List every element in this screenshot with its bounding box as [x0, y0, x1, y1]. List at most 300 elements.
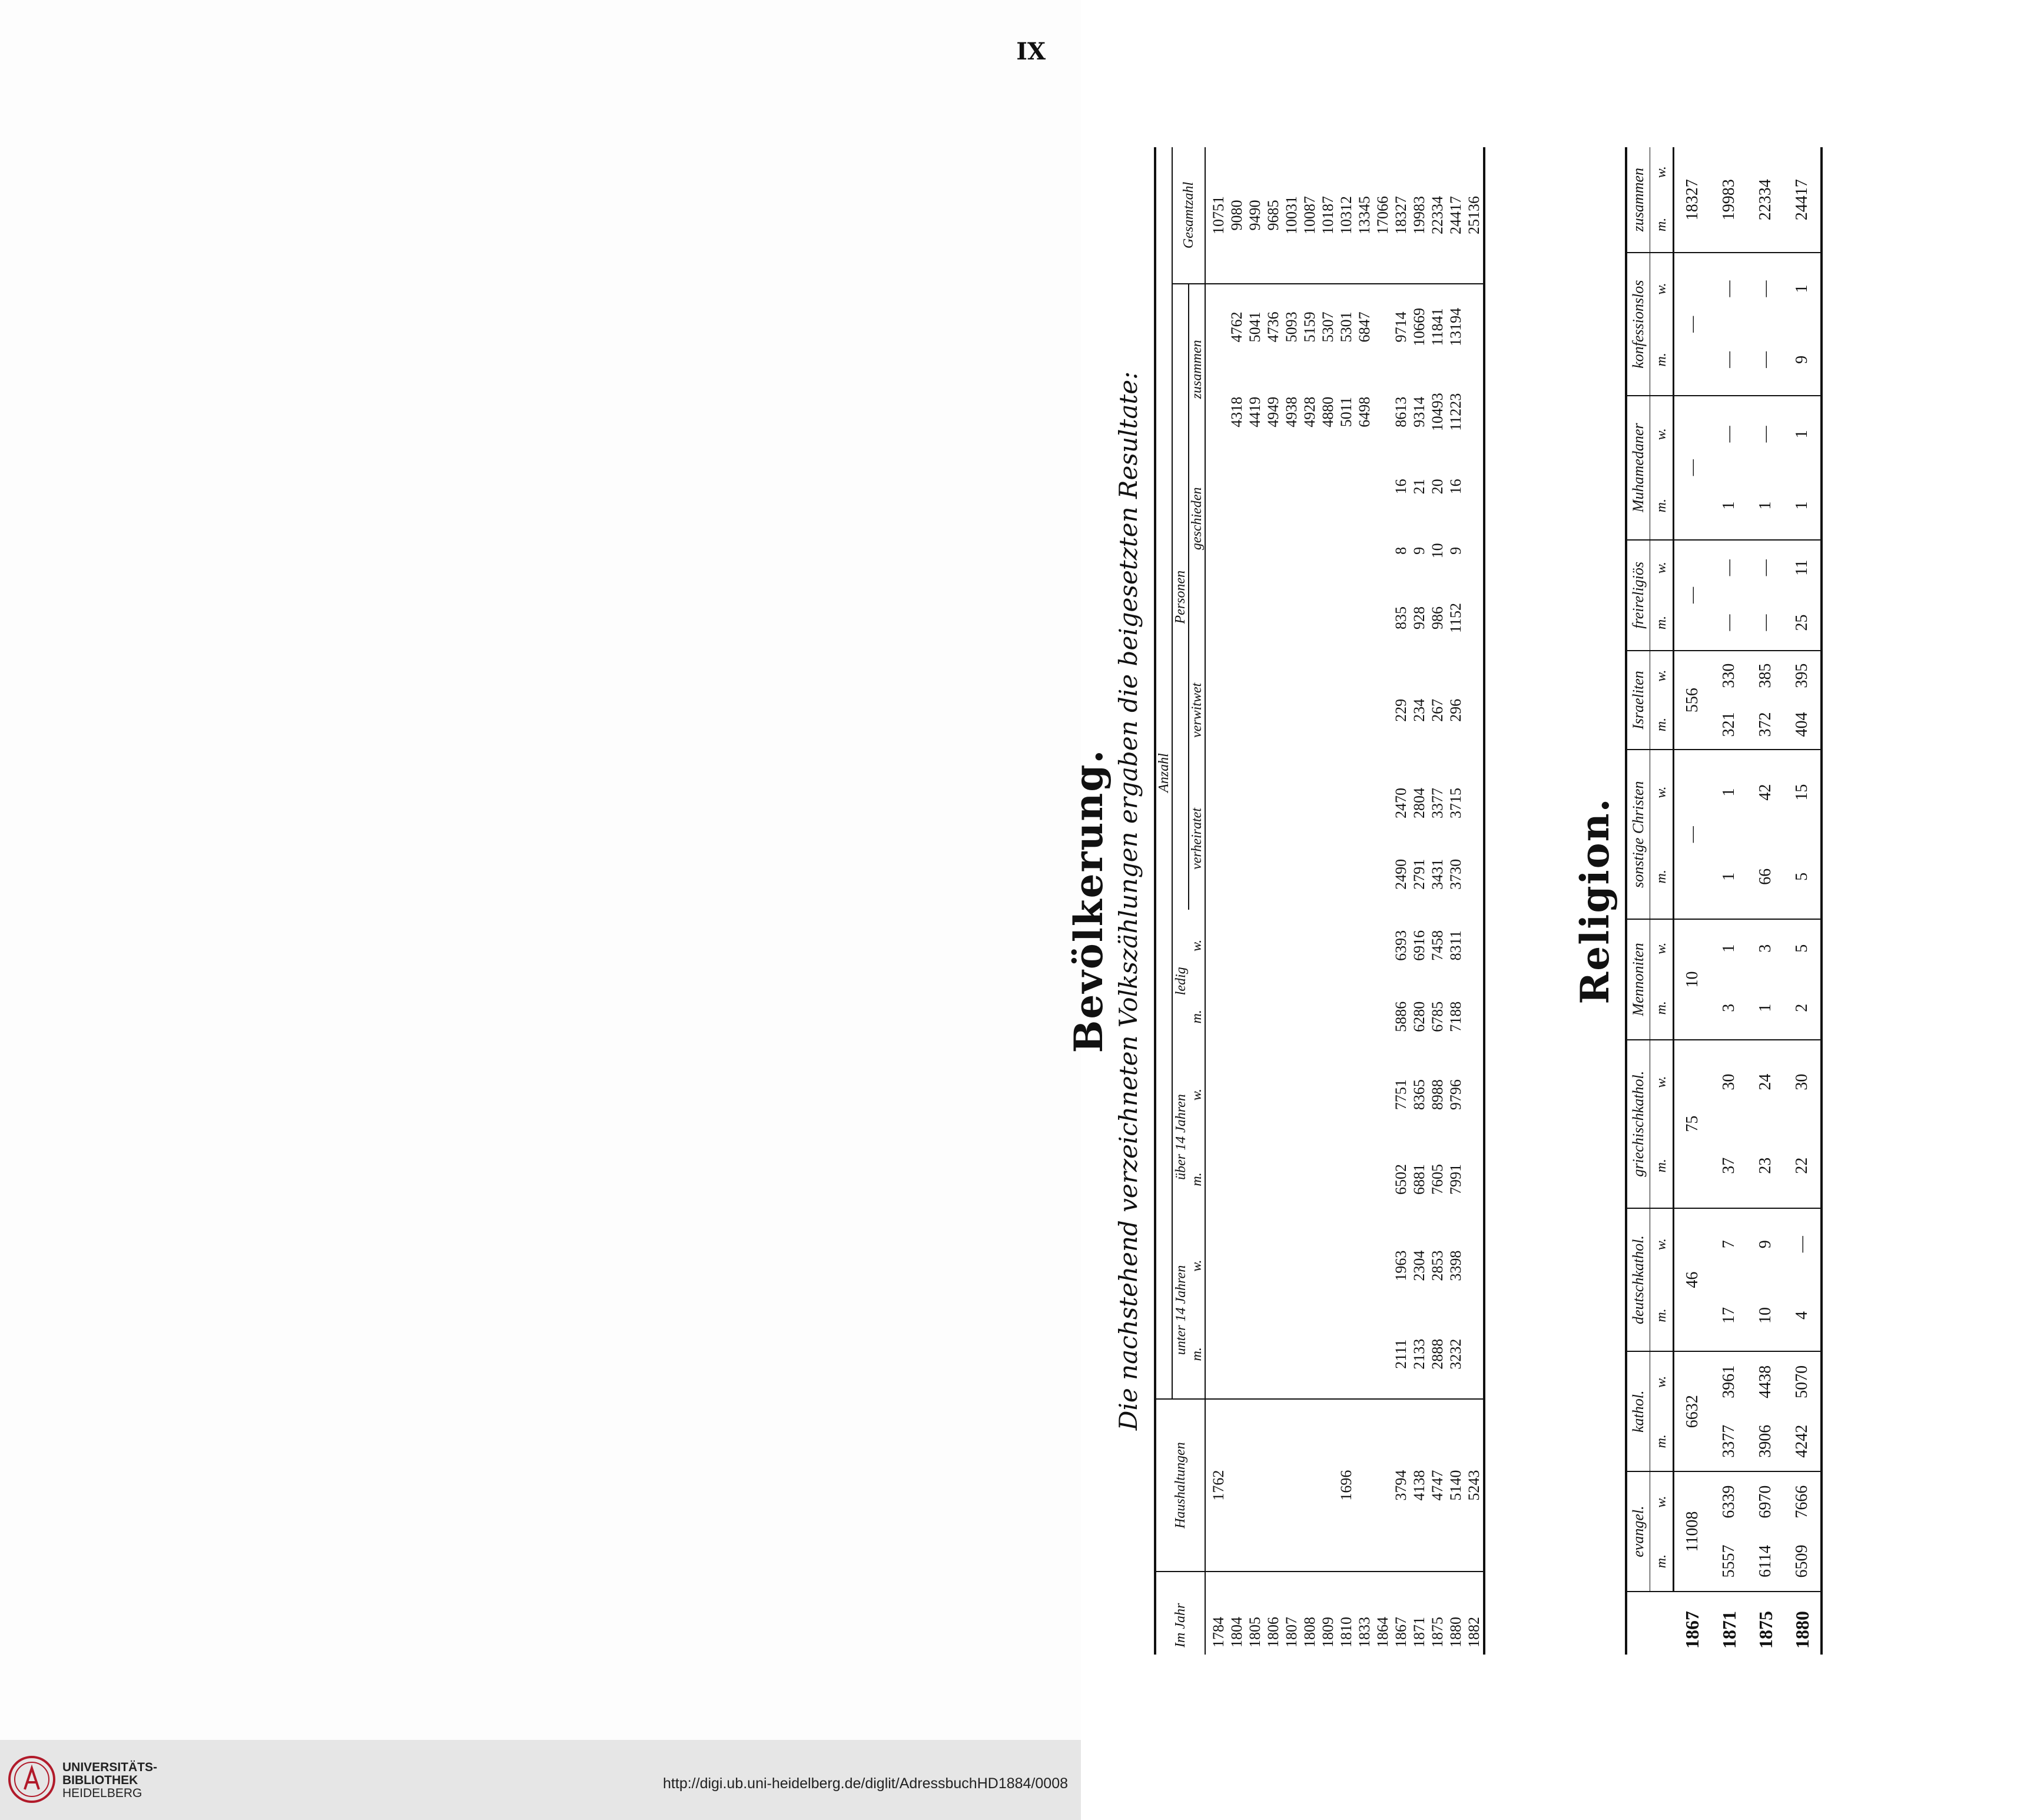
value-cell: 2804	[1411, 787, 1428, 818]
value-cell	[1319, 1310, 1337, 1399]
population-row	[1428, 147, 1447, 1655]
header-over14: über 14 Jahren	[1173, 1094, 1189, 1180]
value-cell: 1	[1720, 944, 1738, 953]
value-cell: 8	[1392, 546, 1409, 555]
value-cell	[1355, 910, 1374, 981]
population-row	[1301, 147, 1319, 1655]
population-row	[1392, 147, 1410, 1655]
value-cell	[1374, 1399, 1392, 1572]
value-cell: 4242	[1784, 1411, 1822, 1471]
value-cell	[1282, 838, 1301, 910]
value-cell	[1264, 519, 1282, 583]
value-cell: 21	[1411, 479, 1428, 495]
value-cell: 13345	[1355, 147, 1374, 284]
value-cell	[1282, 768, 1301, 839]
header-persons: Personen	[1172, 284, 1189, 910]
header-m: m.	[1189, 1310, 1205, 1399]
religion-header-year	[1626, 1592, 1674, 1655]
value-cell: 2304	[1411, 1250, 1428, 1281]
value-cell: 7458	[1429, 930, 1446, 961]
value-cell: 928	[1411, 606, 1428, 629]
value-cell: 1	[1711, 834, 1747, 919]
population-row	[1205, 147, 1227, 1655]
value-cell	[1246, 1399, 1264, 1572]
value-cell: 3377	[1711, 1411, 1747, 1471]
value-cell: 5301	[1338, 311, 1355, 343]
population-row	[1337, 147, 1355, 1655]
value-cell	[1264, 768, 1282, 839]
value-cell	[1301, 455, 1319, 519]
value-cell	[1355, 583, 1374, 653]
value-cell: 10087	[1301, 147, 1319, 284]
value-cell: 9796	[1447, 1079, 1464, 1110]
header-together: zusammen	[1189, 284, 1205, 455]
header-widowed-w	[1189, 583, 1205, 653]
header-muhamedaner: Muhamedaner	[1626, 396, 1650, 540]
religion-header-m: m.	[1650, 1411, 1674, 1471]
value-cell: 15	[1793, 784, 1811, 801]
value-cell	[1319, 1399, 1337, 1572]
value-cell	[1246, 838, 1264, 910]
footer-bar	[0, 1740, 1081, 1820]
library-name	[62, 1761, 157, 1800]
value-cell: 4736	[1265, 311, 1282, 343]
year-cell: 1810	[1338, 1617, 1355, 1647]
value-cell	[1205, 1137, 1227, 1222]
year-cell: 1806	[1265, 1617, 1282, 1647]
value-cell: 3961	[1720, 1365, 1738, 1398]
value-cell	[1465, 1052, 1484, 1137]
value-cell	[1301, 653, 1319, 767]
value-cell: 8365	[1411, 1079, 1428, 1110]
library-line: BIBLIOTHEK	[62, 1773, 138, 1787]
value-cell	[1355, 981, 1374, 1052]
population-row	[1282, 147, 1301, 1655]
value-cell: 6881	[1411, 1163, 1428, 1195]
religion-row	[1674, 147, 1711, 1655]
religion-header-m: m.	[1650, 834, 1674, 919]
header-evangel: evangel.	[1626, 1471, 1650, 1592]
value-cell: 267	[1429, 698, 1446, 722]
value-cell: 2853	[1429, 1250, 1446, 1281]
value-cell	[1205, 370, 1227, 455]
value-cell: 2791	[1411, 858, 1428, 890]
value-cell: 6280	[1411, 1001, 1428, 1032]
value-cell	[1374, 1137, 1392, 1222]
value-cell: 330	[1720, 663, 1738, 688]
rotated-content	[1060, 124, 2037, 1678]
value-cell	[1264, 455, 1282, 519]
subtitle: Die nachstehend verzeichneten Volkszählungen ergaben die beigesetzten Resultate:	[1114, 371, 1143, 1431]
value-cell	[1205, 519, 1227, 583]
value-cell	[1301, 1399, 1319, 1572]
header-w: w.	[1189, 1052, 1205, 1137]
value-cell: 16	[1447, 479, 1464, 495]
header-konfessionslos: konfessionslos	[1626, 253, 1650, 396]
religion-table-wrap	[1625, 147, 1823, 1655]
value-cell: 9314	[1411, 396, 1428, 427]
value-cell	[1355, 1222, 1374, 1310]
value-cell: 986	[1429, 606, 1446, 629]
value-cell	[1246, 981, 1264, 1052]
value-cell: 22	[1784, 1124, 1822, 1208]
religion-title-wrap	[1572, 124, 1618, 1678]
year-cell: 1875	[1755, 1611, 1776, 1649]
value-cell: 16	[1392, 479, 1409, 495]
header-m: m.	[1189, 981, 1205, 1052]
value-cell: 10312	[1337, 147, 1355, 284]
value-cell	[1337, 1052, 1355, 1137]
value-cell: 2133	[1410, 1310, 1428, 1399]
value-cell	[1227, 653, 1246, 767]
year-cell: 1804	[1228, 1617, 1245, 1647]
value-cell: 9080	[1227, 147, 1246, 284]
year-cell: 1808	[1301, 1617, 1318, 1647]
value-cell: 17	[1711, 1280, 1747, 1352]
value-cell: —	[1793, 1236, 1811, 1253]
religion-row	[1711, 147, 1747, 1655]
value-cell	[1227, 1310, 1246, 1399]
value-cell: 3398	[1447, 1250, 1464, 1281]
value-cell: 10187	[1319, 147, 1337, 284]
value-cell	[1205, 838, 1227, 910]
value-cell: —	[1711, 595, 1747, 651]
value-cell	[1282, 1052, 1301, 1137]
year-cell: 1833	[1356, 1617, 1373, 1647]
value-cell	[1205, 1222, 1227, 1310]
value-cell	[1374, 981, 1392, 1052]
value-cell	[1319, 768, 1337, 839]
value-cell: 9	[1756, 1240, 1774, 1249]
value-cell: 11841	[1429, 308, 1446, 346]
value-cell	[1337, 910, 1355, 981]
value-cell	[1301, 519, 1319, 583]
religion-header-w: w.	[1650, 540, 1674, 595]
year-cell: 1784	[1210, 1617, 1227, 1647]
value-cell: 3730	[1447, 858, 1464, 890]
value-cell	[1319, 653, 1337, 767]
header-married: verheiratet	[1189, 768, 1205, 910]
value-cell	[1337, 1310, 1355, 1399]
value-cell: 11008	[1674, 1471, 1711, 1592]
value-cell	[1465, 653, 1484, 767]
value-cell: 42	[1756, 784, 1774, 801]
value-cell	[1301, 1052, 1319, 1137]
population-row	[1410, 147, 1428, 1655]
value-cell	[1465, 838, 1484, 910]
value-cell	[1205, 284, 1227, 370]
value-cell: 30	[1793, 1073, 1811, 1090]
value-cell	[1246, 1052, 1264, 1137]
value-cell: —	[1674, 253, 1711, 396]
value-cell	[1337, 768, 1355, 839]
value-cell: 13194	[1447, 307, 1464, 346]
value-cell	[1465, 768, 1484, 839]
header-divorced: geschieden	[1189, 455, 1205, 583]
religion-header-w: w.	[1650, 396, 1674, 472]
value-cell: 395	[1793, 663, 1811, 688]
value-cell: 372	[1747, 700, 1784, 750]
value-cell	[1264, 1222, 1282, 1310]
value-cell: 5	[1793, 944, 1811, 953]
religion-header-w: w.	[1650, 1040, 1674, 1124]
religion-header-m: m.	[1650, 472, 1674, 540]
value-cell: 7188	[1447, 1001, 1464, 1032]
value-cell	[1465, 583, 1484, 653]
value-cell	[1227, 1399, 1246, 1572]
value-cell: 11	[1793, 559, 1811, 576]
value-cell: 10031	[1282, 147, 1301, 284]
value-cell	[1319, 910, 1337, 981]
header-total: Gesamtzahl	[1172, 147, 1205, 284]
value-cell: 1	[1720, 788, 1738, 797]
value-cell	[1301, 583, 1319, 653]
value-cell	[1246, 1222, 1264, 1310]
value-cell	[1264, 653, 1282, 767]
value-cell	[1264, 1310, 1282, 1399]
value-cell	[1246, 653, 1264, 767]
value-cell	[1227, 519, 1246, 583]
value-cell	[1374, 768, 1392, 839]
population-row	[1447, 147, 1465, 1655]
value-cell: —	[1720, 280, 1738, 297]
value-cell	[1355, 1137, 1374, 1222]
religion-row	[1747, 147, 1784, 1655]
value-cell	[1465, 284, 1484, 370]
value-cell: 1	[1747, 472, 1784, 540]
year-cell: 1805	[1246, 1617, 1263, 1647]
value-cell: 5	[1784, 834, 1822, 919]
value-cell: 24417	[1784, 147, 1822, 253]
value-cell: —	[1711, 324, 1747, 396]
value-cell: 556	[1674, 651, 1711, 750]
value-cell: —	[1747, 595, 1784, 651]
value-cell: 10751	[1205, 147, 1227, 284]
year-cell: 1809	[1319, 1617, 1336, 1647]
value-cell	[1465, 1137, 1484, 1222]
value-cell: 3906	[1747, 1411, 1784, 1471]
value-cell: 2470	[1392, 787, 1409, 818]
value-cell: 19983	[1711, 147, 1747, 253]
value-cell: 3	[1756, 944, 1774, 953]
value-cell	[1374, 1052, 1392, 1137]
year-cell: 1867	[1681, 1611, 1703, 1649]
value-cell: 4138	[1410, 1399, 1428, 1572]
population-row	[1465, 147, 1484, 1655]
value-cell: 46	[1674, 1208, 1711, 1352]
header-griechisch: griechischkathol.	[1626, 1040, 1650, 1208]
value-cell: —	[1720, 559, 1738, 576]
value-cell: 6502	[1392, 1163, 1409, 1195]
header-freireligioes: freireligiös	[1626, 540, 1650, 651]
value-cell: 1152	[1447, 602, 1464, 633]
value-cell: 9714	[1392, 311, 1409, 343]
header-widowed: verwitwet	[1189, 653, 1205, 767]
value-cell	[1355, 1399, 1374, 1572]
header-under14: unter 14 Jahren	[1172, 1222, 1189, 1399]
value-cell	[1264, 1399, 1282, 1572]
value-cell	[1282, 583, 1301, 653]
value-cell	[1319, 838, 1337, 910]
value-cell: 1	[1784, 472, 1822, 540]
value-cell: 3	[1711, 977, 1747, 1040]
value-cell: 24	[1756, 1073, 1774, 1090]
value-cell	[1374, 284, 1392, 370]
value-cell	[1205, 1310, 1227, 1399]
value-cell	[1355, 653, 1374, 767]
value-cell: 1696	[1337, 1399, 1355, 1572]
value-cell	[1246, 1310, 1264, 1399]
value-cell	[1337, 1222, 1355, 1310]
year-cell: 1882	[1465, 1617, 1482, 1647]
value-cell: 5011	[1338, 397, 1355, 427]
religion-header-w: w.	[1650, 919, 1674, 977]
value-cell	[1264, 1137, 1282, 1222]
year-cell: 1871	[1718, 1611, 1740, 1649]
value-cell: 234	[1411, 698, 1428, 722]
header-deutschkathol: deutschkathol.	[1626, 1208, 1650, 1352]
value-cell	[1355, 1310, 1374, 1399]
value-cell	[1264, 981, 1282, 1052]
value-cell: 6114	[1747, 1531, 1784, 1592]
value-cell: 7991	[1447, 1163, 1464, 1195]
value-cell: 1963	[1392, 1250, 1409, 1281]
header-m: m.	[1189, 1137, 1205, 1222]
value-cell: 8311	[1447, 930, 1464, 961]
value-cell	[1319, 1052, 1337, 1137]
value-cell: 7666	[1793, 1485, 1811, 1519]
header-households: Haushaltungen	[1155, 1399, 1205, 1572]
header-zusammen: zusammen	[1626, 147, 1650, 253]
page-title: Bevölkerung.	[1066, 748, 1112, 1053]
value-cell: 30	[1720, 1073, 1738, 1090]
value-cell: 4949	[1265, 396, 1282, 427]
value-cell	[1282, 1310, 1301, 1399]
value-cell: 2	[1784, 977, 1822, 1040]
value-cell	[1282, 1399, 1301, 1572]
value-cell: 20	[1429, 479, 1446, 495]
population-table	[1154, 147, 1485, 1655]
value-cell: 5041	[1246, 311, 1263, 343]
header-sonstige: sonstige Christen	[1626, 750, 1650, 919]
value-cell: 22334	[1428, 147, 1447, 284]
value-cell: 4928	[1301, 396, 1318, 427]
value-cell: 2888	[1428, 1310, 1447, 1399]
value-cell	[1319, 455, 1337, 519]
value-cell: 3232	[1447, 1310, 1465, 1399]
value-cell: 5886	[1392, 1001, 1409, 1032]
year-cell: 1871	[1411, 1617, 1428, 1647]
value-cell	[1319, 1222, 1337, 1310]
value-cell	[1301, 1137, 1319, 1222]
value-cell	[1374, 583, 1392, 653]
population-row	[1227, 147, 1246, 1655]
value-cell: 3715	[1447, 787, 1464, 818]
value-cell	[1301, 981, 1319, 1052]
value-cell	[1319, 519, 1337, 583]
value-cell	[1465, 1310, 1484, 1399]
value-cell	[1337, 653, 1355, 767]
value-cell	[1246, 583, 1264, 653]
year-cell: 1875	[1429, 1617, 1446, 1647]
value-cell: 1	[1793, 430, 1811, 439]
value-cell	[1337, 838, 1355, 910]
value-cell	[1319, 981, 1337, 1052]
value-cell: 1	[1711, 472, 1747, 540]
value-cell	[1301, 838, 1319, 910]
value-cell	[1282, 1137, 1301, 1222]
population-row	[1264, 147, 1282, 1655]
value-cell: —	[1756, 559, 1774, 576]
value-cell	[1264, 910, 1282, 981]
value-cell: —	[1674, 540, 1711, 651]
value-cell: —	[1756, 426, 1774, 443]
value-cell: 8613	[1392, 396, 1409, 427]
value-cell	[1205, 583, 1227, 653]
value-cell: 9	[1784, 324, 1822, 396]
value-cell	[1374, 519, 1392, 583]
value-cell: 4762	[1228, 311, 1245, 343]
value-cell	[1205, 981, 1227, 1052]
value-cell	[1374, 455, 1392, 519]
value-cell: 25136	[1465, 147, 1484, 284]
value-cell	[1246, 455, 1264, 519]
value-cell: 24417	[1447, 147, 1465, 284]
religion-header-w: w.	[1650, 1471, 1674, 1531]
value-cell	[1465, 981, 1484, 1052]
value-cell	[1355, 1052, 1374, 1137]
value-cell: 10493	[1429, 393, 1446, 432]
value-cell: 18327	[1674, 147, 1711, 253]
religion-header-m: m.	[1650, 595, 1674, 651]
value-cell: 4880	[1319, 396, 1336, 427]
value-cell: 4419	[1246, 396, 1263, 427]
source-url-link[interactable]: http://digi.ub.uni-heidelberg.de/diglit/AdressbuchHD1884/0008	[663, 1775, 1068, 1792]
value-cell	[1374, 1222, 1392, 1310]
header-single: ledig	[1173, 967, 1189, 996]
population-row	[1246, 147, 1264, 1655]
value-cell: 4438	[1756, 1365, 1774, 1398]
value-cell	[1264, 583, 1282, 653]
value-cell	[1465, 455, 1484, 519]
religion-header-w: w.	[1650, 1351, 1674, 1411]
value-cell: 7751	[1392, 1079, 1409, 1110]
value-cell	[1246, 768, 1264, 839]
value-cell: 8988	[1429, 1079, 1446, 1110]
value-cell: —	[1674, 750, 1711, 919]
value-cell: 5557	[1711, 1531, 1747, 1592]
value-cell	[1227, 768, 1246, 839]
value-cell: 6393	[1392, 930, 1409, 961]
religion-header-w: w.	[1650, 147, 1674, 197]
year-cell: 1880	[1447, 1617, 1464, 1647]
religion-table-body	[1674, 147, 1822, 1655]
value-cell: 296	[1447, 698, 1464, 722]
value-cell	[1465, 519, 1484, 583]
value-cell	[1355, 838, 1374, 910]
value-cell	[1205, 768, 1227, 839]
value-cell	[1246, 519, 1264, 583]
value-cell	[1337, 981, 1355, 1052]
value-cell: 1	[1793, 284, 1811, 293]
value-cell: 5093	[1283, 311, 1300, 343]
value-cell: 4	[1784, 1280, 1822, 1352]
value-cell	[1319, 583, 1337, 653]
value-cell: 9	[1411, 546, 1428, 555]
value-cell: 6509	[1784, 1531, 1822, 1592]
value-cell: 66	[1747, 834, 1784, 919]
value-cell: 11223	[1447, 393, 1464, 431]
